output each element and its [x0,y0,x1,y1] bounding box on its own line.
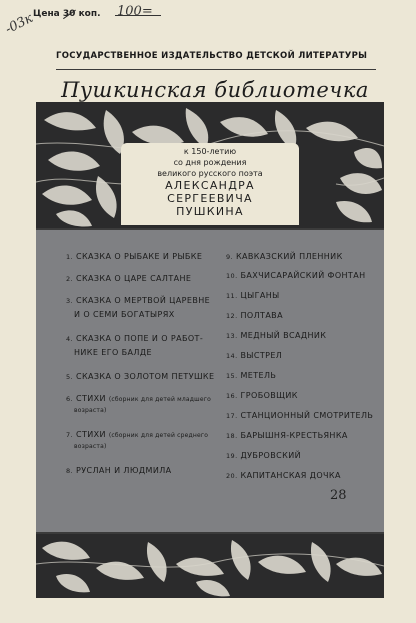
book-item: 2. СКАЗКА О ЦАРЕ САЛТАНЕ [66,274,192,283]
poet-surname: ПУШКИНА [176,205,244,218]
price-label: Цена [33,9,60,19]
book-item: 1. СКАЗКА О РЫБАКЕ И РЫБКЕ [66,252,203,261]
handwritten-number: 28 [330,488,347,503]
book-item: 7. СТИХИ (сборник для детей среднего возраста) [66,430,209,450]
book-item: 19. ДУБРОВСКИЙ [226,451,301,460]
book-item: 14. ВЫСТРЕЛ [226,351,283,360]
handwritten-price: 100= [117,4,153,19]
price [33,9,101,19]
handwritten-catalog-mark: -03к [3,10,36,38]
book-item: 18. БАРЫШНЯ-КРЕСТЬЯНКА [226,431,348,440]
plaque-line: со дня рождения [173,158,247,167]
book-item: 6. СТИХИ (сборник для детей младшего возраста) [66,394,211,414]
book-item: 17. СТАНЦИОННЫЙ СМОТРИТЕЛЬ [226,411,374,420]
book-item: 4. СКАЗКА О ПОПЕ И О РАБОТ- НИКЕ ЕГО БАЛДЕ [66,334,204,357]
book-item: 11. ЦЫГАНЫ [226,291,280,300]
plaque-line: великого русского поэта [157,169,263,178]
book-item: 20. КАПИТАНСКАЯ ДОЧКА [226,471,341,480]
book-item: 3. СКАЗКА О МЕРТВОЙ ЦАРЕВНЕ И О СЕМИ БОГАТЫРЯХ [66,296,211,319]
book-item: 8. РУСЛАН И ЛЮДМИЛА [66,466,172,475]
book-item: 16. ГРОБОВЩИК [226,391,298,400]
publisher-name: ГОСУДАРСТВЕННОЕ ИЗДАТЕЛЬСТВО ДЕТСКОЙ ЛИТЕРАТУРЫ [56,51,368,61]
poet-name: АЛЕКСАНДРА СЕРГЕЕВИЧА [165,179,255,205]
book-item: 10. БАХЧИСАРАЙСКИЙ ФОНТАН [226,271,366,280]
bottom-leaf-ornament [36,534,384,598]
book-item: 13. МЕДНЫЙ ВСАДНИК [226,331,327,340]
anniversary-text [121,146,299,218]
ornament-divider-line [36,228,384,230]
book-item: 9. КАВКАЗСКИЙ ПЛЕННИК [226,252,343,261]
book-item: 12. ПОЛТАВА [226,311,283,320]
book-item: 5. СКАЗКА О ЗОЛОТОМ ПЕТУШКЕ [66,372,215,381]
series-title: Пушкинская библиотечка [61,78,369,102]
ornament-divider-line [36,532,384,534]
price-unit: коп. [78,9,101,19]
book-item: 15. МЕТЕЛЬ [226,371,277,380]
price-crossed-out: 30 [62,9,76,19]
plaque-line: к 150-летию [183,147,237,156]
header-rule [56,69,376,70]
